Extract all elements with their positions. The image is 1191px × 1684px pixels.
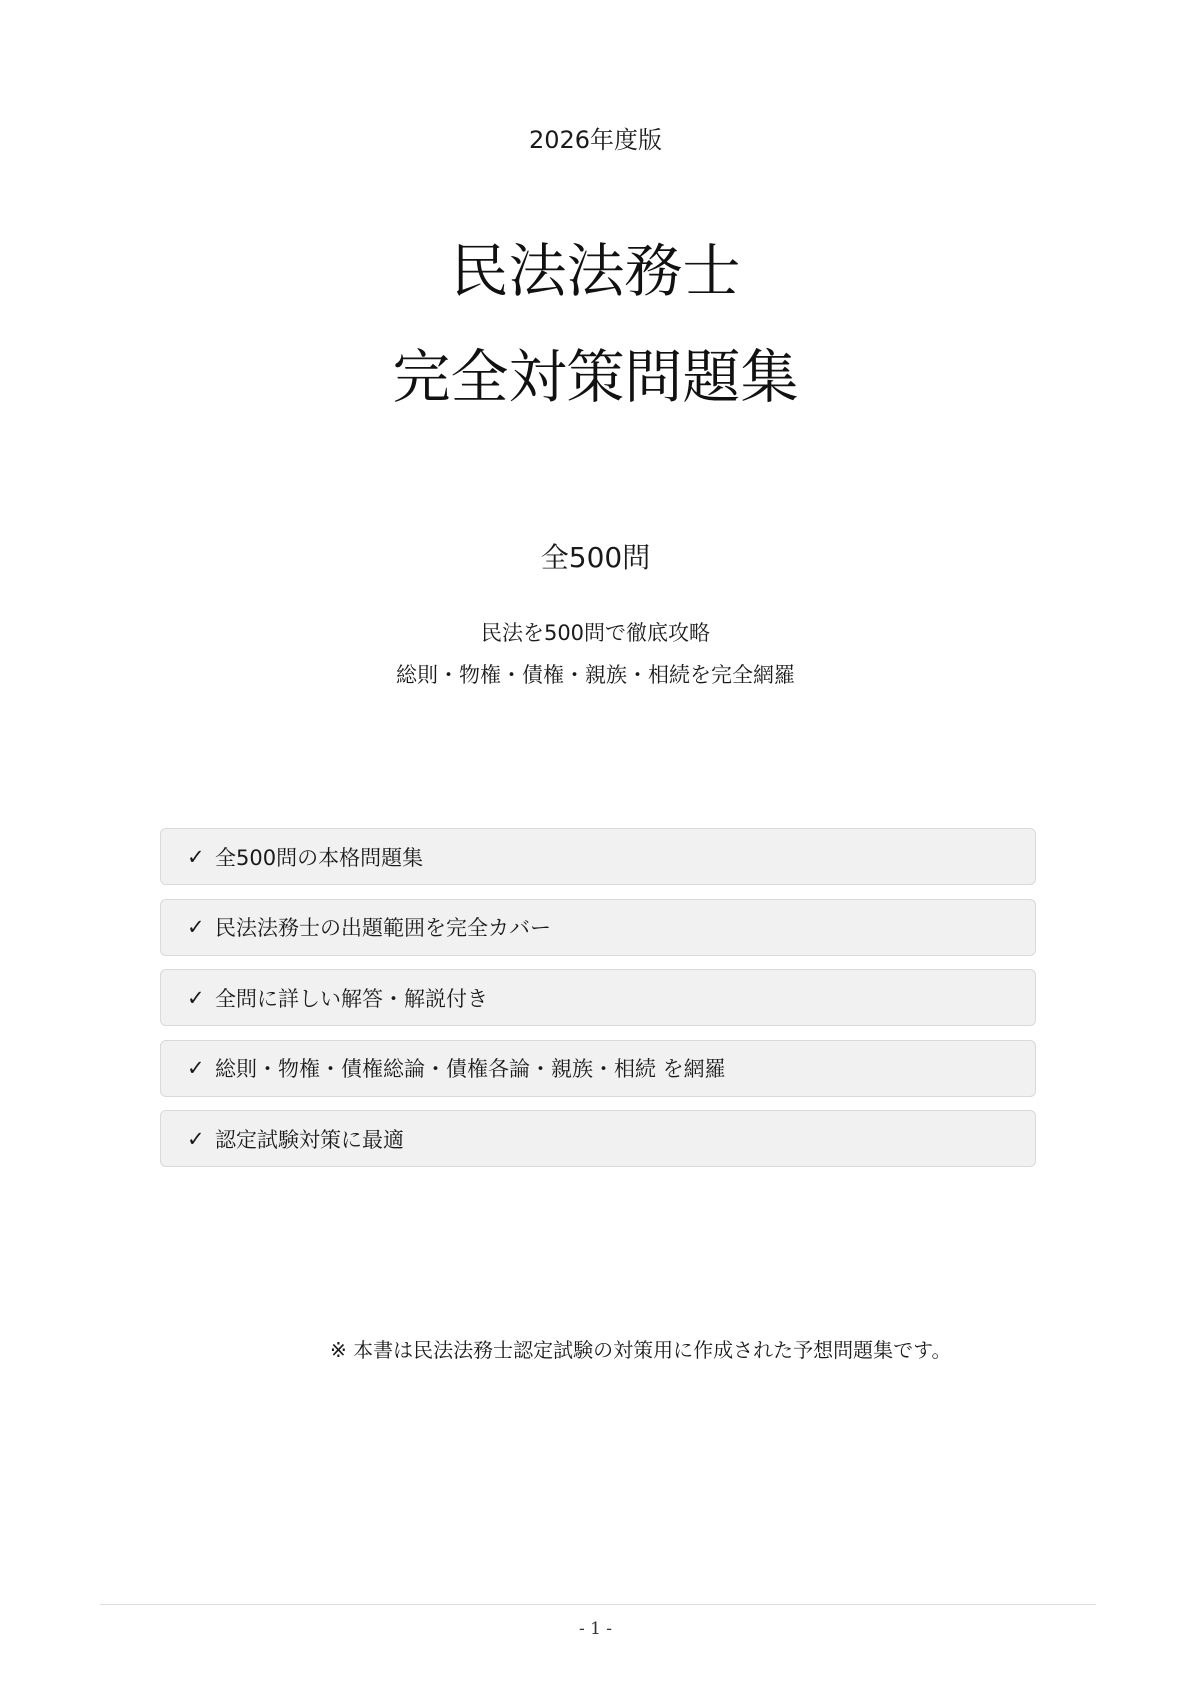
edition-label: 2026年度版: [528, 126, 663, 154]
feature-item: [160, 1040, 1036, 1097]
feature-item: [160, 828, 1036, 885]
feature-item: [160, 969, 1036, 1026]
title-line-1: 民法法務士: [450, 237, 741, 305]
check-icon: ✓: [187, 1056, 205, 1080]
check-icon: ✓: [187, 1126, 205, 1151]
tagline-line-2: 総則・物権・債権・親族・相続を完全網羅: [396, 663, 795, 687]
footer-divider: [100, 1604, 1096, 1605]
disclaimer-note: ※ 本書は民法法務士認定試験の対策用に作成された予想問題集です。: [330, 1338, 952, 1362]
question-count: 全500問: [540, 541, 651, 574]
feature-text: 総則・物権・債権総論・債権各論・親族・相続 を網羅: [215, 1057, 726, 1081]
feature-item: [160, 1110, 1036, 1167]
feature-text: 全問に詳しい解答・解説付き: [215, 986, 488, 1011]
feature-item: [160, 899, 1036, 956]
tagline-line-1: 民法を500問で徹底攻略: [480, 621, 711, 645]
page-number: - 1 -: [578, 1619, 613, 1639]
feature-list: [160, 828, 1036, 1181]
feature-text: 全500問の本格問題集: [215, 845, 424, 870]
feature-text: 認定試験対策に最適: [215, 1127, 404, 1152]
check-icon: ✓: [187, 985, 205, 1010]
feature-text: 民法法務士の出題範囲を完全カバー: [215, 916, 551, 940]
check-icon: ✓: [187, 844, 205, 869]
check-icon: ✓: [187, 915, 205, 939]
title-line-2: 完全対策問題集: [392, 343, 799, 411]
